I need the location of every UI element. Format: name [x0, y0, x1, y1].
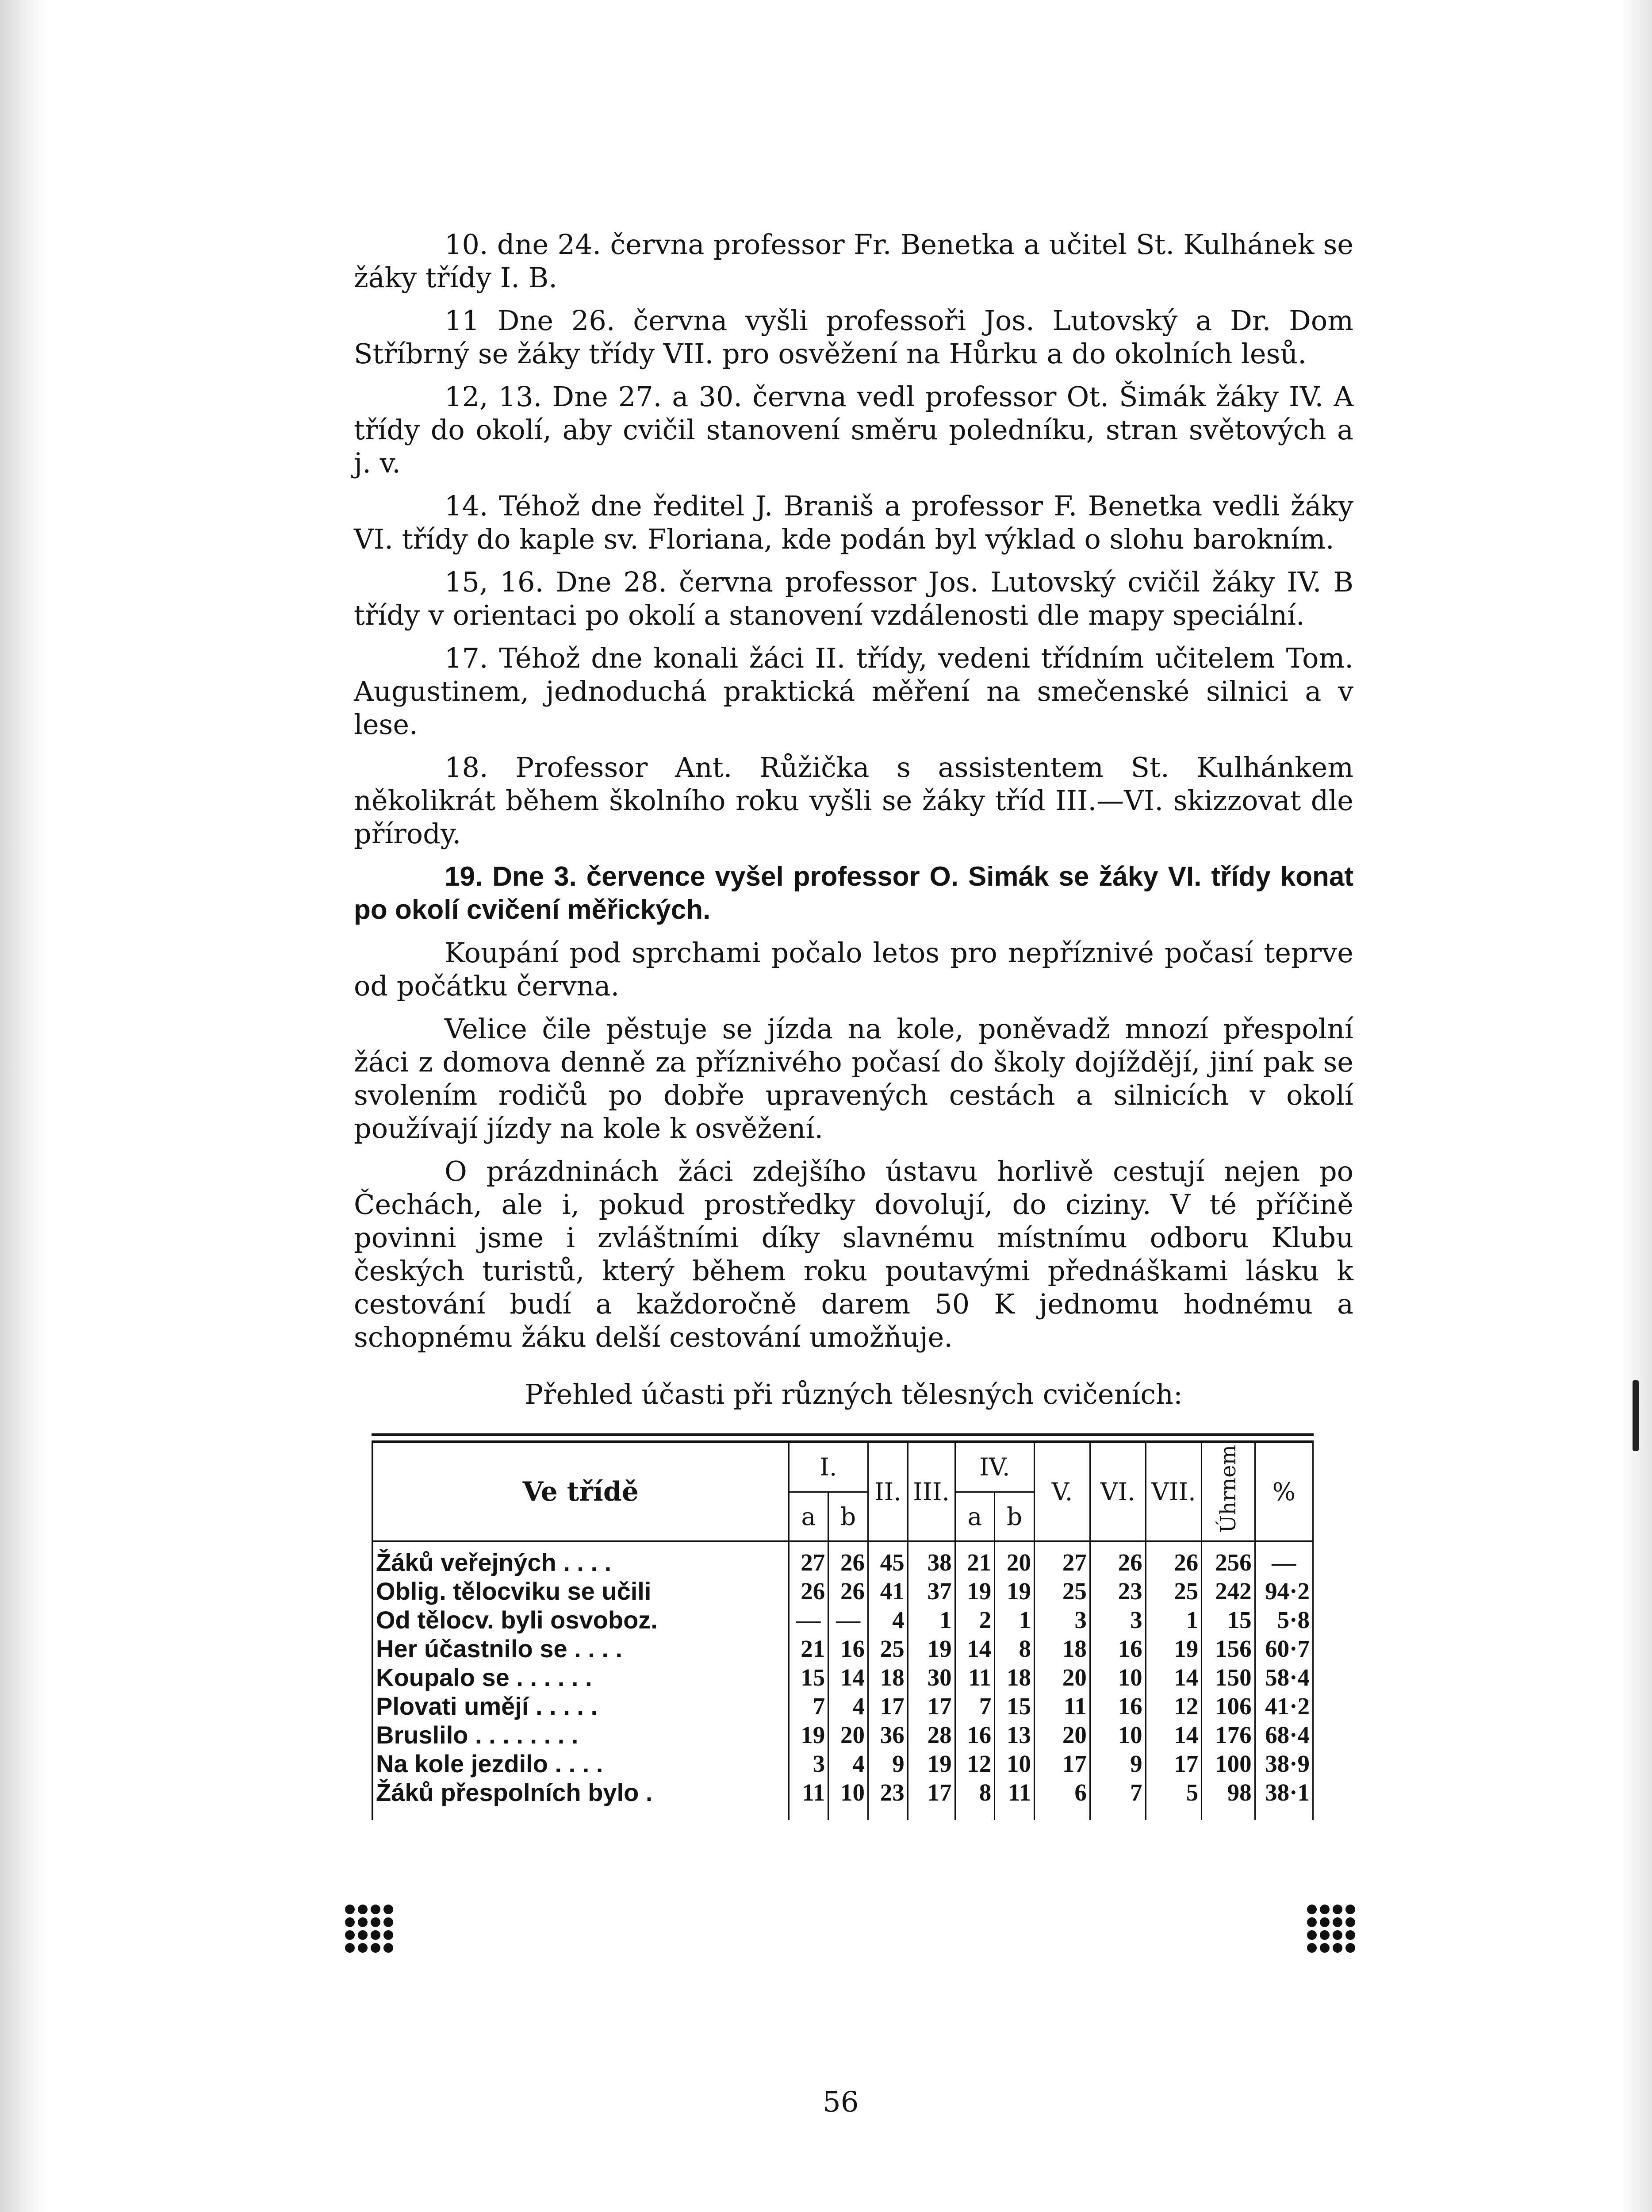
- header-class-II: II.: [868, 1443, 908, 1541]
- header-class-IV: IV.: [955, 1443, 1034, 1492]
- paragraph: 10. dne 24. června professor Fr. Benetka a učitel St. Kulhánek se žáky třídy I. B.: [354, 228, 1353, 294]
- cell: 68·4: [1255, 1720, 1313, 1749]
- cell: 19: [1146, 1634, 1202, 1663]
- cell: 1: [908, 1605, 955, 1634]
- cell: 27: [789, 1541, 828, 1577]
- header-class-I-a: a: [789, 1492, 828, 1541]
- cell: 1: [1146, 1605, 1202, 1634]
- cell: 20: [1035, 1663, 1090, 1692]
- cell: 20: [995, 1541, 1035, 1577]
- cell: 106: [1202, 1692, 1255, 1720]
- cell: 11: [1035, 1692, 1090, 1720]
- cell: 242: [1202, 1577, 1255, 1605]
- cell: 19: [908, 1749, 955, 1778]
- body-text: [354, 228, 1353, 1363]
- cell: 4: [828, 1749, 868, 1778]
- table-row: [372, 1605, 1313, 1634]
- cell: 16: [955, 1720, 995, 1749]
- cell: 19: [955, 1577, 995, 1605]
- cell: 256: [1202, 1541, 1255, 1577]
- cell: 14: [1146, 1720, 1202, 1749]
- row-label: Her účastnilo se . . . .: [372, 1634, 789, 1663]
- cell: 27: [1035, 1541, 1090, 1577]
- row-label: Plovati umějí . . . . .: [372, 1692, 789, 1720]
- cell: 8: [955, 1778, 995, 1820]
- cell: 25: [1035, 1577, 1090, 1605]
- cell: 176: [1202, 1720, 1255, 1749]
- cell: 10: [828, 1778, 868, 1820]
- cell: 16: [1090, 1634, 1146, 1663]
- paragraph: 12, 13. Dne 27. a 30. června vedl professor Ot. Šimák žáky IV. A třídy do okolí, aby cvičil stanovení směru poledníku, stran světových a j. v.: [354, 380, 1353, 479]
- cell: 94·2: [1255, 1577, 1313, 1605]
- cell: 26: [789, 1577, 828, 1605]
- table-row: [372, 1634, 1313, 1663]
- cell: 58·4: [1255, 1663, 1313, 1692]
- cell: 3: [1035, 1605, 1090, 1634]
- cell: 36: [868, 1720, 908, 1749]
- cell: 10: [995, 1749, 1035, 1778]
- cell: 26: [1090, 1541, 1146, 1577]
- cell: 41: [868, 1577, 908, 1605]
- row-label: Bruslilo . . . . . . . .: [372, 1720, 789, 1749]
- cell: 41·2: [1255, 1692, 1313, 1720]
- table-row: [372, 1692, 1313, 1720]
- participation-table: [372, 1442, 1314, 1820]
- cell: 14: [1146, 1663, 1202, 1692]
- cell: —: [1255, 1541, 1313, 1577]
- cell: 16: [828, 1634, 868, 1663]
- cell: 5: [1146, 1778, 1202, 1820]
- table-top-rules: [372, 1433, 1314, 1442]
- cell: 7: [789, 1692, 828, 1720]
- cell: 156: [1202, 1634, 1255, 1663]
- cell: 37: [908, 1577, 955, 1605]
- cell: 11: [789, 1778, 828, 1820]
- paragraph: 19. Dne 3. července vyšel professor O. Simák se žáky VI. třídy konat po okolí cvičení měřických.: [354, 861, 1353, 925]
- cell: 7: [955, 1692, 995, 1720]
- cell: 26: [828, 1541, 868, 1577]
- header-class-IV-a: a: [955, 1492, 995, 1541]
- header-class-I-b: b: [828, 1492, 868, 1541]
- row-label: Oblig. tělocviku se učili: [372, 1577, 789, 1605]
- cell: 26: [1146, 1541, 1202, 1577]
- paragraph: 11 Dne 26. června vyšli professoři Jos. Lutovský a Dr. Dom Stříbrný se žáky třídy VII. pro osvěžení na Hůrku a do okolních lesů.: [354, 304, 1353, 370]
- cell: 18: [1035, 1634, 1090, 1663]
- cell: —: [789, 1605, 828, 1634]
- cell: 60·7: [1255, 1634, 1313, 1663]
- cell: 3: [789, 1749, 828, 1778]
- cell: 38·1: [1255, 1778, 1313, 1820]
- cell: 15: [995, 1692, 1035, 1720]
- cell: 4: [828, 1692, 868, 1720]
- cell: 21: [789, 1634, 828, 1663]
- paragraph: Koupání pod sprchami počalo letos pro nepříznivé počasí teprve od počátku června.: [354, 937, 1353, 1002]
- header-percent: %: [1255, 1443, 1313, 1541]
- cell: 26: [828, 1577, 868, 1605]
- cell: 1: [995, 1605, 1035, 1634]
- participation-table-wrap: [372, 1433, 1314, 1820]
- cell: 11: [995, 1778, 1035, 1820]
- paragraph: 15, 16. Dne 28. června professor Jos. Lutovský cvičil žáky IV. B třídy v orientaci po okolí a stanovení vzdálenosti dle mapy speciální.: [354, 566, 1353, 631]
- row-label: Na kole jezdilo . . . .: [372, 1749, 789, 1778]
- cell: 17: [1146, 1749, 1202, 1778]
- cell: 12: [1146, 1692, 1202, 1720]
- cell: 7: [1090, 1778, 1146, 1820]
- cell: 150: [1202, 1663, 1255, 1692]
- cell: 38·9: [1255, 1749, 1313, 1778]
- header-class-III: III.: [908, 1443, 955, 1541]
- scan-edge-left: [0, 0, 49, 2212]
- header-ve-tride: Ve třídě: [372, 1443, 789, 1541]
- cell: 11: [955, 1663, 995, 1692]
- cell: 45: [868, 1541, 908, 1577]
- cell: 10: [1090, 1720, 1146, 1749]
- row-label: Od tělocv. byli osvoboz.: [372, 1605, 789, 1634]
- cell: 19: [789, 1720, 828, 1749]
- cell: 13: [995, 1720, 1035, 1749]
- table-row: [372, 1541, 1313, 1577]
- cell: 23: [1090, 1577, 1146, 1605]
- cell: 4: [868, 1605, 908, 1634]
- cell: 19: [908, 1634, 955, 1663]
- cell: 30: [908, 1663, 955, 1692]
- cell: 25: [1146, 1577, 1202, 1605]
- cell: 15: [1202, 1605, 1255, 1634]
- page-number: 56: [823, 2086, 859, 2119]
- header-class-VII: VII.: [1146, 1443, 1202, 1541]
- table-row: [372, 1577, 1313, 1605]
- row-label: Žáků veřejných . . . .: [372, 1541, 789, 1577]
- paragraph: 17. Téhož dne konali žáci II. třídy, vedeni třídním učitelem Tom. Augustinem, jednoduchá praktická měření na smečenské silnici a v lese.: [354, 642, 1353, 741]
- row-label: Koupalo se . . . . . .: [372, 1663, 789, 1692]
- cell: 28: [908, 1720, 955, 1749]
- cell: 8: [995, 1634, 1035, 1663]
- cell: 20: [828, 1720, 868, 1749]
- cell: 38: [908, 1541, 955, 1577]
- table-row: [372, 1720, 1313, 1749]
- header-class-IV-b: b: [995, 1492, 1035, 1541]
- table-row: [372, 1663, 1313, 1692]
- cell: 25: [868, 1634, 908, 1663]
- cell: 20: [1035, 1720, 1090, 1749]
- table-row: [372, 1749, 1313, 1778]
- cell: 15: [789, 1663, 828, 1692]
- table-caption: Přehled účasti při různých tělesných cvičeních:: [525, 1378, 1183, 1410]
- cell: 98: [1202, 1778, 1255, 1820]
- cell: 18: [995, 1663, 1035, 1692]
- cell: 19: [995, 1577, 1035, 1605]
- cell: —: [828, 1605, 868, 1634]
- header-uhrnem: [1202, 1443, 1255, 1541]
- cell: 10: [1090, 1663, 1146, 1692]
- binding-mark: [1633, 1380, 1639, 1451]
- cell: 14: [828, 1663, 868, 1692]
- header-uhrnem-text: Úhrnem: [1215, 1444, 1241, 1533]
- cell: 16: [1090, 1692, 1146, 1720]
- cell: 6: [1035, 1778, 1090, 1820]
- header-class-VI: VI.: [1090, 1443, 1146, 1541]
- cell: 14: [955, 1634, 995, 1663]
- cell: 23: [868, 1778, 908, 1820]
- cell: 17: [908, 1692, 955, 1720]
- paragraph: O prázdninách žáci zdejšího ústavu horlivě cestují nejen po Čechách, ale i, pokud prostředky dovolují, do ciziny. V té příčině povinni jsme i zvláštními díky slavnému místnímu odboru Klubu českých turistů, který během roku poutavými přednáškami lásku k cestování budí a každoročně darem 50 K jednomu hodnému a schopnému žáku delší cestování umožňuje.: [354, 1155, 1353, 1353]
- cell: 17: [868, 1692, 908, 1720]
- paragraph: Velice čile pěstuje se jízda na kole, poněvadž mnozí přespolní žáci z domova denně za příznivého počasí do školy dojíždějí, jiní pak se svolením rodičů po dobře upravených cestách a silnicích v okolí používají jízdy na kole k osvěžení.: [354, 1013, 1353, 1144]
- header-class-V: V.: [1035, 1443, 1090, 1541]
- cell: 12: [955, 1749, 995, 1778]
- cell: 21: [955, 1541, 995, 1577]
- table-row: [372, 1778, 1313, 1820]
- cell: 5·8: [1255, 1605, 1313, 1634]
- cell: 18: [868, 1663, 908, 1692]
- paragraph: 14. Téhož dne ředitel J. Braniš a professor F. Benetka vedli žáky VI. třídy do kaple sv. Floriana, kde podán byl výklad o slohu barokním.: [354, 490, 1353, 555]
- cell: 17: [908, 1778, 955, 1820]
- cell: 9: [1090, 1749, 1146, 1778]
- cell: 3: [1090, 1605, 1146, 1634]
- cell: 100: [1202, 1749, 1255, 1778]
- header-class-I: I.: [789, 1443, 868, 1492]
- cell: 17: [1035, 1749, 1090, 1778]
- row-label: Žáků přespolních bylo .: [372, 1778, 789, 1820]
- scan-edge-right: [1621, 0, 1652, 2212]
- ornament-dots-left: [345, 1905, 394, 1953]
- cell: 2: [955, 1605, 995, 1634]
- ornament-dots-right: [1307, 1905, 1356, 1953]
- paragraph: 18. Professor Ant. Růžička s assistentem St. Kulhánkem několikrát během školního roku vyšli se žáky tříd III.—VI. skizzovat dle přírody.: [354, 751, 1353, 850]
- cell: 9: [868, 1749, 908, 1778]
